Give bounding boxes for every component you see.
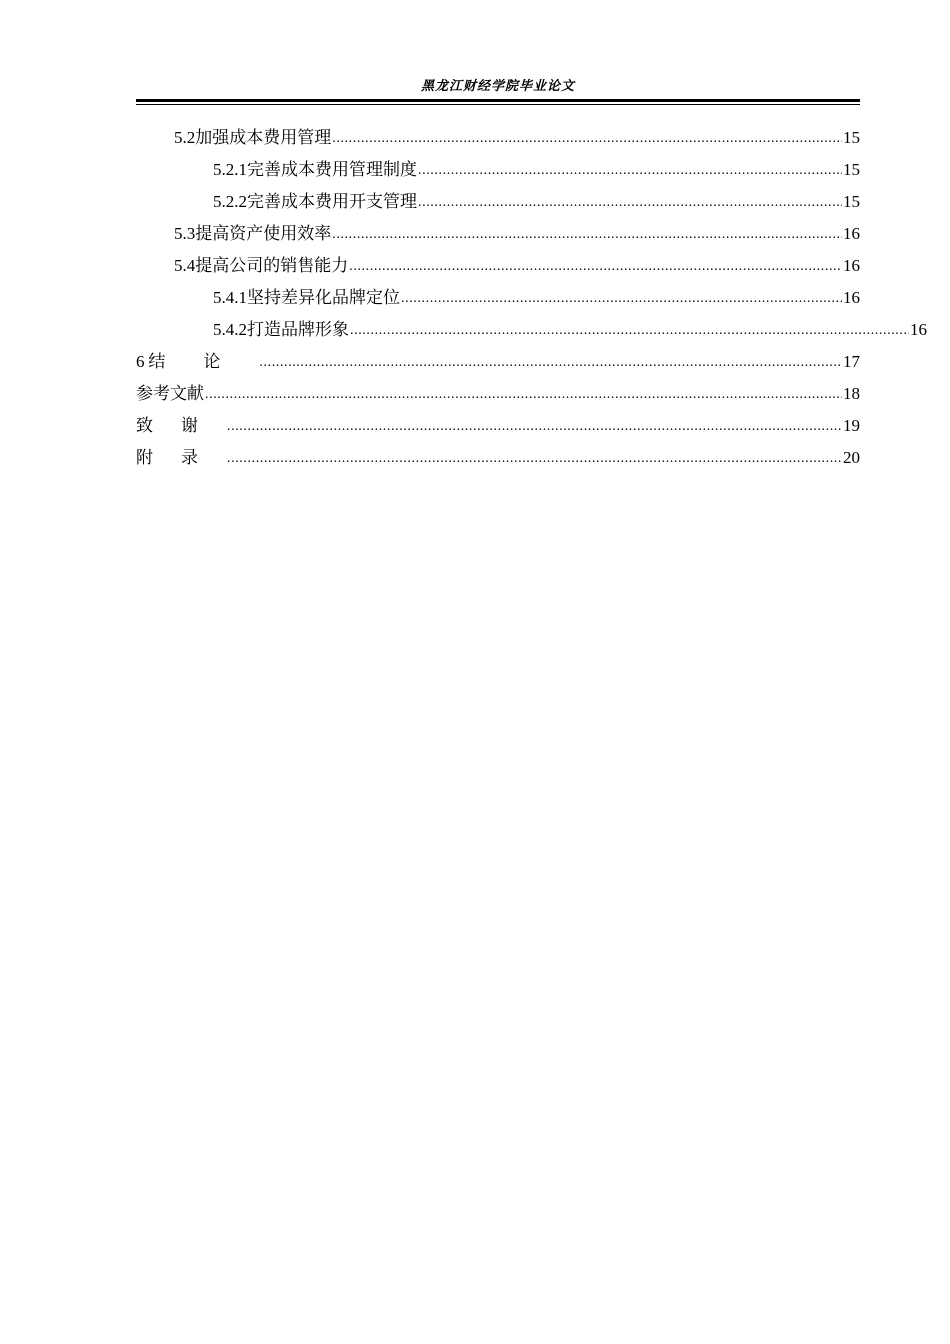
toc-entry-number: 5.4.1 bbox=[213, 288, 247, 307]
dot-leader bbox=[349, 255, 842, 279]
toc-entry-number: 6 bbox=[136, 352, 145, 371]
toc-entry-page: 18 bbox=[843, 384, 860, 403]
toc-entry-title: 结论 bbox=[148, 352, 259, 372]
toc-entry[interactable] bbox=[136, 218, 860, 250]
toc-entry[interactable] bbox=[136, 154, 860, 186]
toc-entry[interactable] bbox=[136, 314, 927, 346]
toc-entry-page: 16 bbox=[843, 224, 860, 243]
toc-entry-number: 5.2.2 bbox=[213, 192, 247, 211]
dot-leader bbox=[332, 223, 842, 247]
toc-entry[interactable] bbox=[136, 122, 860, 154]
dot-leader bbox=[332, 127, 842, 151]
toc-entry-page: 17 bbox=[843, 352, 860, 371]
page-header-title: 黑龙江财经学院毕业论文 bbox=[420, 79, 575, 94]
toc-entry-title: 完善成本费用开支管理 bbox=[247, 192, 417, 212]
toc-entry-page: 15 bbox=[843, 192, 860, 211]
toc-entry-number: 5.4 bbox=[174, 256, 196, 275]
toc-entry-title: 完善成本费用管理制度 bbox=[247, 160, 417, 180]
toc-entry-page: 15 bbox=[843, 128, 860, 147]
table-of-contents bbox=[136, 122, 927, 474]
dot-leader bbox=[401, 287, 842, 311]
toc-entry-title: 参考文献 bbox=[136, 384, 204, 404]
toc-entry-number: 5.3 bbox=[174, 224, 196, 243]
toc-entry-title: 坚持差异化品牌定位 bbox=[247, 288, 400, 308]
toc-entry-page: 19 bbox=[843, 416, 860, 435]
toc-entry-title: 提高资产使用效率 bbox=[195, 224, 332, 244]
toc-entry[interactable] bbox=[136, 250, 860, 282]
toc-entry-title: 附录 bbox=[136, 448, 226, 468]
toc-entry-title: 提高公司的销售能力 bbox=[195, 256, 349, 276]
toc-entry[interactable] bbox=[136, 378, 860, 410]
toc-entry-title: 致谢 bbox=[136, 416, 226, 436]
header-rule-thin bbox=[136, 104, 860, 105]
toc-entry-page: 16 bbox=[910, 320, 927, 339]
toc-entry[interactable] bbox=[136, 442, 860, 474]
dot-leader bbox=[418, 159, 842, 183]
header-rule-thick bbox=[136, 99, 860, 102]
dot-leader bbox=[227, 415, 842, 439]
toc-entry[interactable] bbox=[136, 282, 860, 314]
toc-entry-title: 加强成本费用管理 bbox=[195, 128, 332, 148]
toc-entry-title: 打造品牌形象 bbox=[247, 320, 349, 340]
toc-entry[interactable] bbox=[136, 346, 860, 378]
toc-entry-number: 5.2 bbox=[174, 128, 196, 147]
toc-entry[interactable] bbox=[136, 410, 860, 442]
toc-entry-page: 20 bbox=[843, 448, 860, 467]
dot-leader bbox=[350, 319, 909, 343]
toc-entry-number: 5.4.2 bbox=[213, 320, 247, 339]
dot-leader bbox=[259, 351, 842, 375]
dot-leader bbox=[227, 447, 842, 471]
toc-entry[interactable] bbox=[136, 186, 860, 218]
dot-leader bbox=[418, 191, 842, 215]
dot-leader bbox=[205, 383, 842, 407]
toc-entry-number: 5.2.1 bbox=[213, 160, 247, 179]
toc-entry-page: 16 bbox=[843, 288, 860, 307]
toc-entry-page: 15 bbox=[843, 160, 860, 179]
toc-entry-page: 16 bbox=[843, 256, 860, 275]
